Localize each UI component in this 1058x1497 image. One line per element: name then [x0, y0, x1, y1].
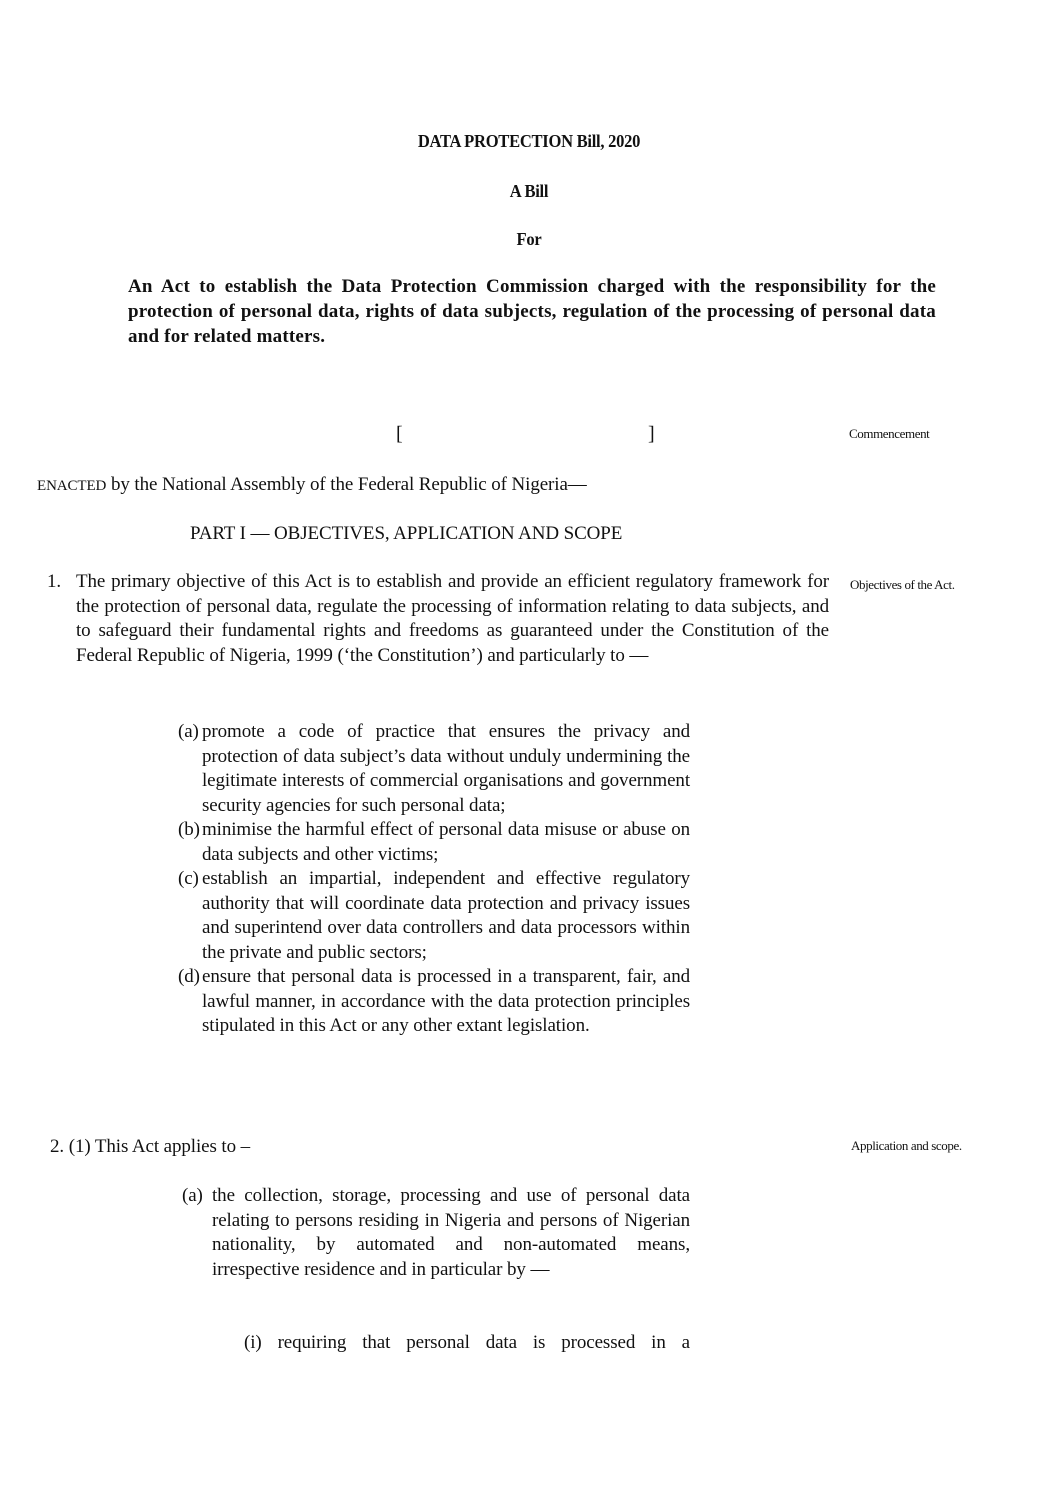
subitem-text: requiring that personal data is processed in a: [277, 1332, 690, 1353]
section-2-subitem-i: [244, 1331, 690, 1356]
commencement-open-bracket: [: [396, 423, 403, 445]
margin-note-commencement: Commencement: [849, 426, 930, 441]
item-label: (a): [182, 1185, 203, 1206]
item-text: ensure that personal data is processed in a transparent, fair, and lawful manner, in accordance with the data protection principles stipulated in this Act or any other extant legislation.: [202, 966, 690, 1036]
section-1-items: [178, 720, 690, 1039]
part-heading: PART I — OBJECTIVES, APPLICATION AND SCOPE: [190, 523, 623, 544]
enacted-rest: by the National Assembly of the Federal Republic of Nigeria—: [106, 474, 587, 495]
item-text: the collection, storage, processing and use of personal data relating to persons residing in Nigeria and persons of Nigerian nationality, by automated and non-automated means, irrespective residence and in particular by —: [212, 1185, 690, 1280]
bill-for-label: For: [516, 229, 542, 249]
section-1-item-c: [178, 867, 690, 965]
section-1: [47, 570, 829, 668]
item-label: (d): [178, 966, 200, 987]
section-1-number: 1.: [47, 571, 62, 592]
section-2-subsection: (1): [68, 1136, 91, 1157]
enacting-clause: [37, 473, 587, 499]
item-label: (b): [178, 819, 200, 840]
bill-long-title: An Act to establish the Data Protection Commission charged with the responsibility for the protection of personal data, rights of data subjects, regulation of the processing of personal data and for related matters.: [128, 276, 936, 347]
item-label: (a): [178, 721, 199, 742]
item-text: establish an impartial, independent and effective regulatory authority that will coordinate data protection and privacy issues and superintend over data controllers and data processors within the private and public sectors;: [202, 868, 690, 963]
item-text: promote a code of practice that ensures the privacy and protection of data subject’s data without unduly undermining the legitimate interests of commercial organisations and government security agencies for such personal data;: [202, 721, 690, 816]
item-text: minimise the harmful effect of personal data misuse or abuse on data subjects and other victims;: [202, 819, 690, 865]
section-1-item-d: [178, 965, 690, 1039]
commencement-close-bracket: ]: [648, 423, 655, 445]
bill-title: DATA PROTECTION Bill, 2020: [417, 131, 641, 151]
section-2-heading: [50, 1135, 250, 1160]
section-1-item-b: [178, 818, 690, 867]
section-2-number: 2.: [50, 1136, 65, 1157]
section-1-item-a: [178, 720, 690, 818]
section-2-items: [182, 1184, 690, 1282]
subitem-label: (i): [244, 1332, 262, 1353]
section-2-text: This Act applies to –: [94, 1136, 251, 1157]
section-2-item-a: [182, 1184, 690, 1282]
enacted-small-caps: ENACTED: [37, 478, 107, 494]
item-label: (c): [178, 868, 199, 889]
bill-subtitle: A Bill: [509, 181, 549, 201]
section-1-text: The primary objective of this Act is to establish and provide an efficient regulatory framework for the protection of personal data, regulate the processing of information relating to data subjects, and to safeguard their fundamental rights and freedoms as guaranteed under the Constitution of the Federal Republic of Nigeria, 1999 (‘the Constitution’) and particularly to —: [76, 571, 829, 666]
margin-note-objectives: Objectives of the Act.: [850, 577, 955, 592]
margin-note-application: Application and scope.: [851, 1138, 962, 1153]
